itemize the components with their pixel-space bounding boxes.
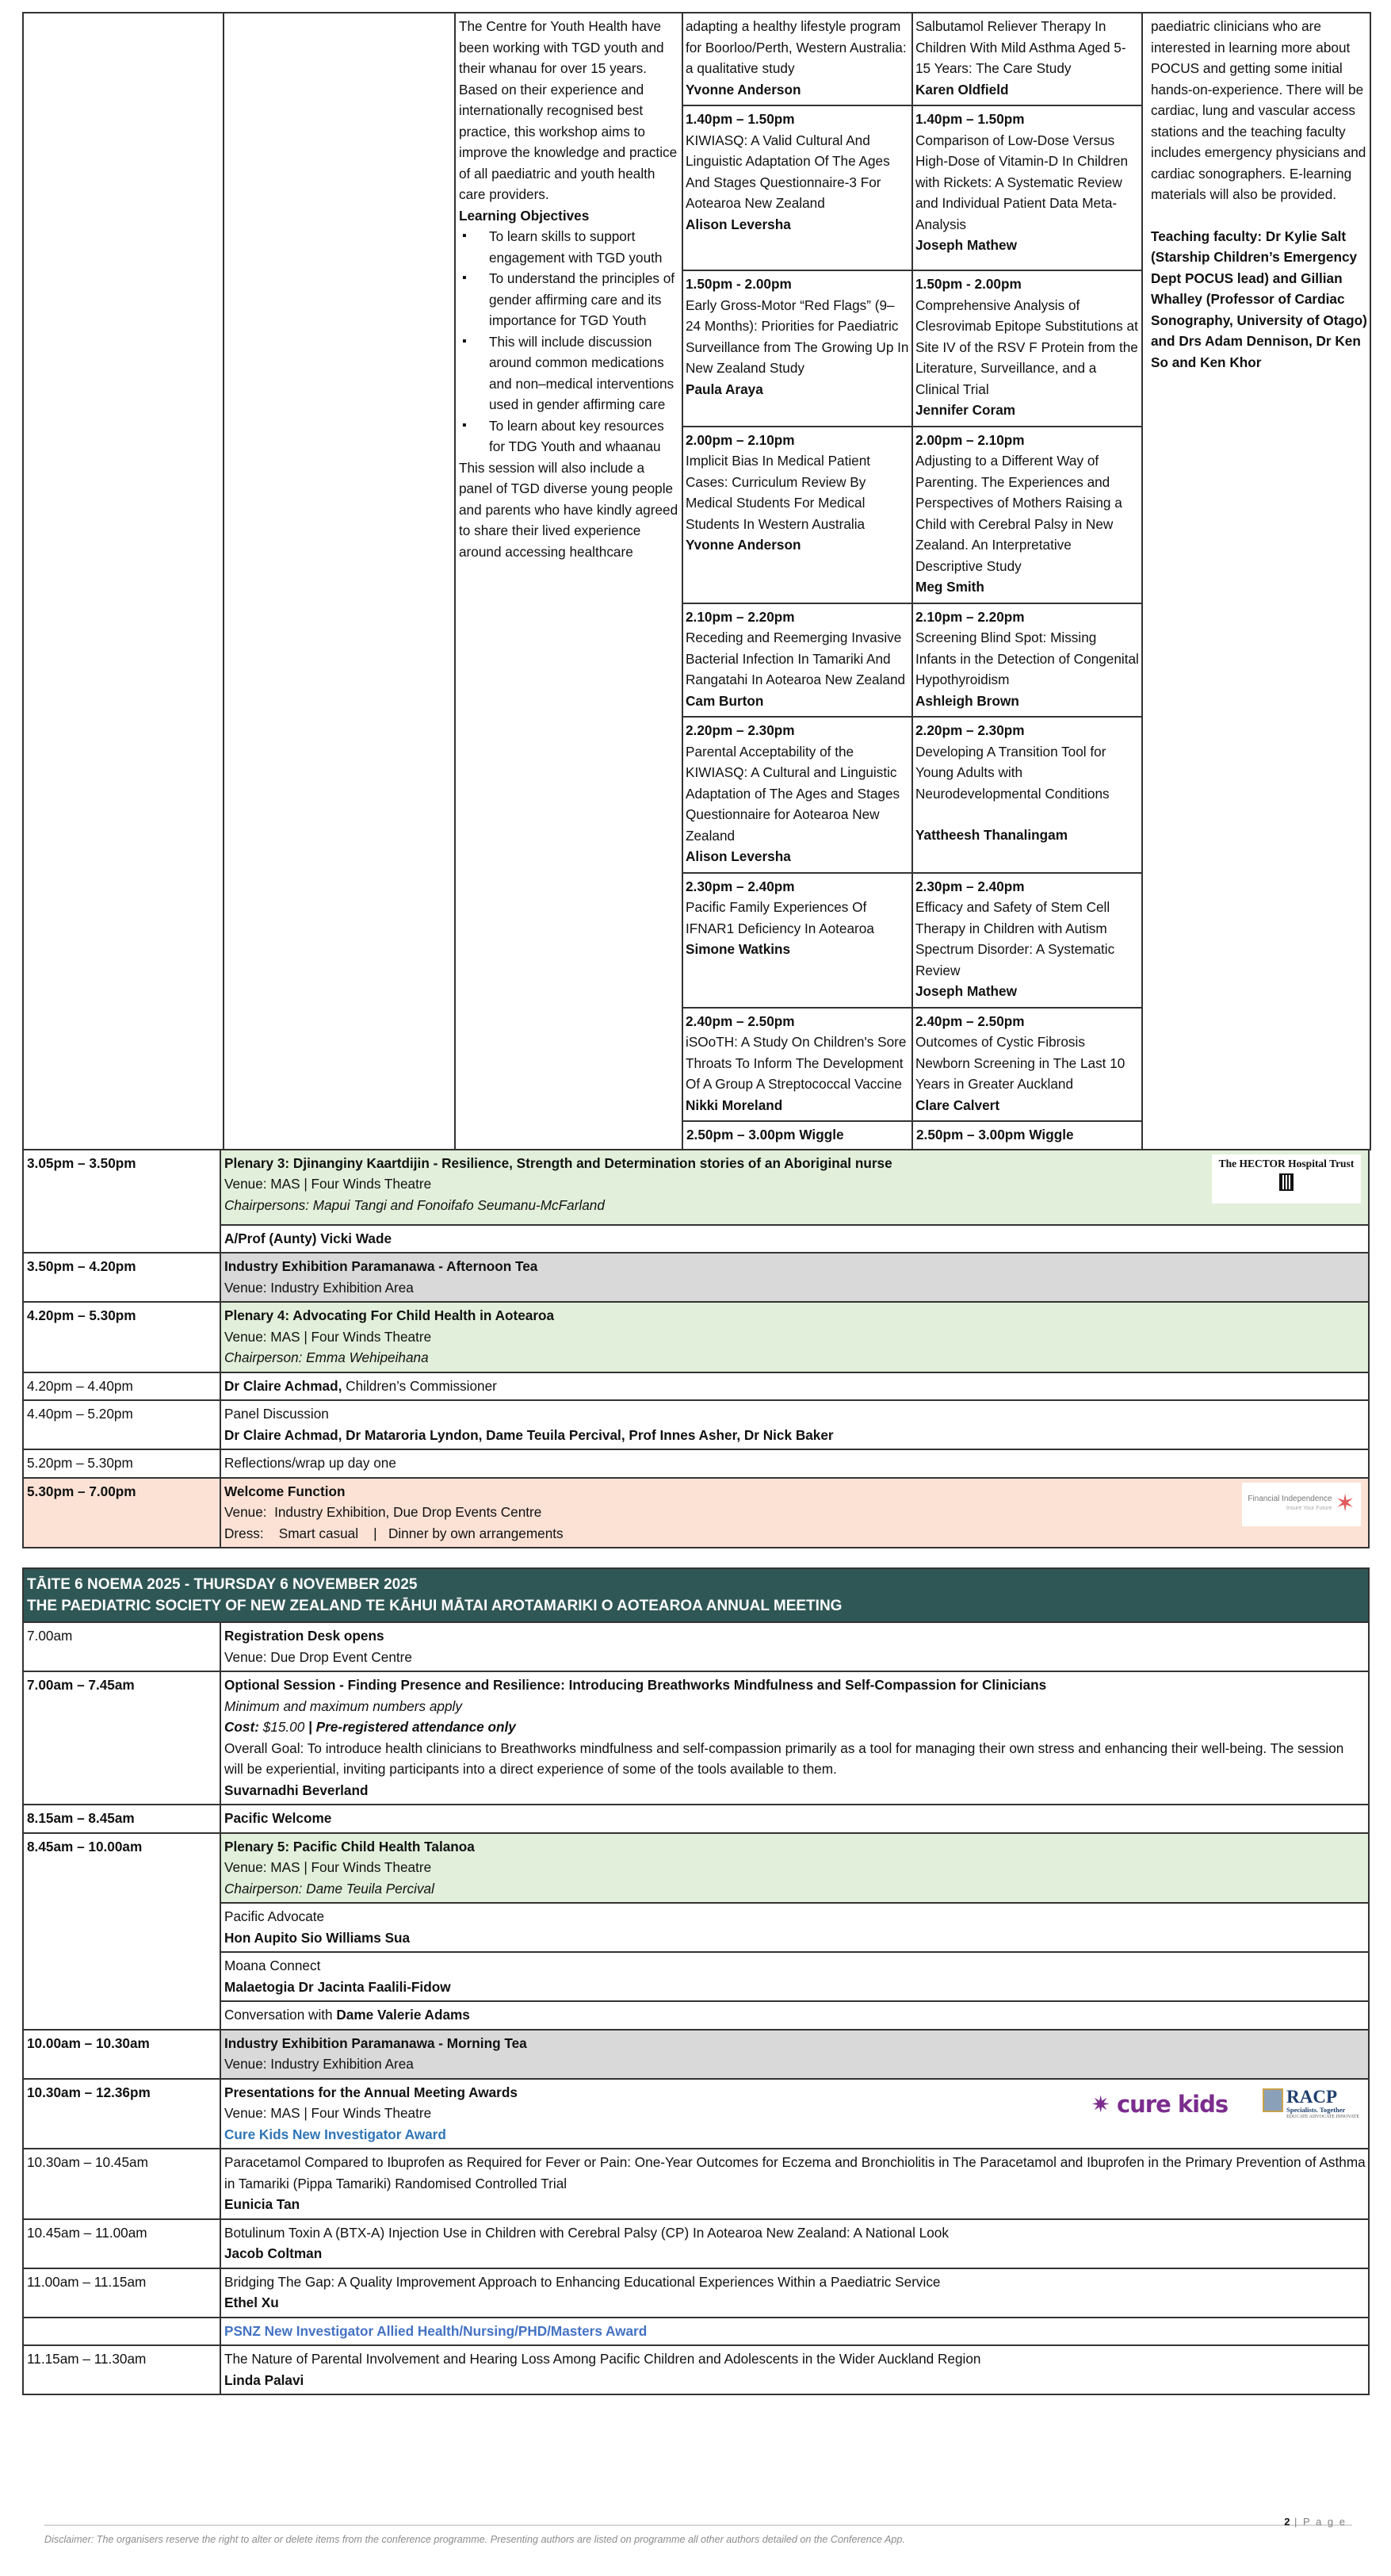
wrap-text: Reflections/wrap up day one [220,1449,1369,1478]
objective-item: ▪ To learn about key resources for TDG Youth and whaanau [489,415,679,457]
cure-kids-logo [1091,2088,1229,2120]
talk-time: 1.40pm – 1.50pm [915,111,1025,127]
objectives-list [459,226,679,457]
talk-title: Early Gross-Motor “Red Flags” (9–24 Months): Priorities for Paediatric Surveillance from The Growing Up In New Zealand Study [686,297,909,376]
cost-label: Cost: [224,1719,259,1735]
talk-presenter: Karen Oldfield [915,81,1009,98]
panel-cell [220,1400,1369,1449]
plenary4-chair: Chairperson: Emma Wehipeihana [224,1349,429,1365]
plenary3-speaker: A/Prof (Aunty) Vicki Wade [220,1225,1369,1254]
racp-tagline: Specialists. Together [1286,2105,1346,2114]
talk-title: iSOoTH: A Study On Children's Sore Throats To Inform The Development Of A Group A Streptococcal Vaccine [686,1034,907,1092]
achmad-role: Children’s Commissioner [342,1377,497,1394]
morning-tea-time: 10.00am – 10.30am [23,2030,220,2079]
panel-time: 4.40pm – 5.20pm [23,1400,220,1449]
page-number-value: 2 [1284,2516,1290,2528]
financial-independence-logo [1242,1483,1361,1526]
workshop-intro-1: The Centre for Youth Health have been working with TGD youth and their whanau for over 15 years. [459,18,664,76]
award-sponsor-logos [1091,2088,1359,2120]
talk-presenter: Nikki Moreland [686,1097,783,1113]
talk-time: 11.00am – 11.15am [23,2268,220,2318]
talk-presenter: Jacob Coltman [224,2245,323,2261]
wiggle-break-b: 2.50pm – 3.00pm Wiggle [912,1121,1142,1150]
talk-title: Efficacy and Safety of Stem Cell Therapy in Children with Autism Spectrum Disorder: A Systematic Review [915,899,1115,978]
day2-date: TĀITE 6 NOEMA 2025 - THURSDAY 6 NOVEMBER 2025 [27,1576,418,1593]
day2-schedule-table [22,1567,1370,2395]
talk-title: Screening Blind Spot: Missing Infants in the Detection of Congenital Hypothyroidism [915,630,1139,687]
talk-time: 1.40pm – 1.50pm [686,111,795,127]
awards-cell [220,2079,1369,2149]
advocate-label: Pacific Advocate [224,1908,325,1924]
talk-cell [220,2149,1369,2219]
star-icon: ✶ [1335,1491,1355,1517]
pocus-faculty: Teaching faculty: Dr Kylie Salt (Starship Children’s Emergency Dept POCUS lead) and Gillian Whalley (Professor of Cardiac Sonography, University of Otago) and Drs Adam Dennison, Dr Ken So and Ken Khor [1151,228,1367,370]
concurrent-sessions-table [22,12,1371,1150]
welcome-time: 5.30pm – 7.00pm [23,1478,220,1548]
racp-subline: EDUCATE ADVOCATE INNOVATE [1286,2114,1359,2119]
racp-logo [1263,2088,1359,2120]
talk-presenter: Yvonne Anderson [686,537,801,553]
awards-title: Presentations for the Annual Meeting Awards [224,2084,518,2100]
talk-presenter: Alison Leversha [686,848,791,864]
cure-kids-figure-icon: ✷ [1091,2090,1110,2118]
talk-title: Salbutamol Reliever Therapy In Children With Mild Asthma Aged 5-15 Years: The Care Study [915,18,1126,76]
talk-cell [682,717,912,873]
talk-title: Paracetamol Compared to Ibuprofen as Required for Fever or Pain: One-Year Outcomes for Eczema and Bronchiolitis in The Paracetamol and Ibuprofen in the Primary Prevention of Asthma in Tamariki (Pippa Tamariki) Randomised Controlled Trial [224,2154,1366,2191]
welcome-title: Welcome Function [224,1483,346,1499]
talk-time: 2.40pm – 2.50pm [915,1012,1025,1029]
cost-value: $15.00 [258,1719,309,1735]
talk-presenter: Joseph Mathew [915,237,1017,253]
pacific-welcome-title: Pacific Welcome [220,1805,1369,1833]
talk-cell [220,2219,1369,2268]
hector-logo-text: The HECTOR Hospital Trust [1218,1157,1355,1169]
panel-label: Panel Discussion [224,1406,329,1422]
talk-cell [912,873,1142,1008]
optional-cost [224,1717,1366,1738]
plenary5-title: Plenary 5: Pacific Child Health Talanoa [224,1838,475,1854]
welcome-venue: Venue: Industry Exhibition, Due Drop Events Centre [224,1504,542,1520]
day2-header [23,1568,1369,1622]
talk-cell [912,270,1142,427]
achmad-cell [220,1372,1369,1401]
talk-time: 10.30am – 10.45am [23,2149,220,2219]
finind-name: Financial Independence [1248,1495,1332,1503]
talk-presenter: Jennifer Coram [915,402,1016,418]
welcome-cell [220,1478,1369,1548]
conversation-label: Conversation with [224,2007,337,2023]
plenary3-chair: Chairpersons: Mapui Tangi and Fonoifafo Seumanu-McFarland [224,1196,605,1213]
talk-time: 2.00pm – 2.10pm [915,431,1025,448]
day2-meeting-title: THE PAEDIATRIC SOCIETY OF NEW ZEALAND TE KĀHUI MĀTAI AROTAMARIKI O AOTEAROA ANNUAL MEETING [27,1598,843,1614]
talk-title: Comprehensive Analysis of Clesrovimab Epitope Substitutions at Site IV of the RSV F Protein from the Literature, Surveillance, and a Clinical Trial [915,297,1138,397]
plenary5-venue: Venue: MAS | Four Winds Theatre [224,1859,432,1875]
moana-name: Malaetogia Dr Jacinta Faalili-Fidow [224,1978,451,1995]
cure-kids-award-label: Cure Kids New Investigator Award [224,2126,446,2142]
afternoon-tea-cell [220,1253,1369,1302]
plenary5-chair: Chairperson: Dame Teuila Percival [224,1880,434,1897]
racp-text: RACP [1286,2086,1337,2107]
optional-session-cell [220,1671,1369,1805]
talk-time: 2.20pm – 2.30pm [686,722,795,738]
talk-presenter: Eunicia Tan [224,2196,300,2212]
optional-note: Minimum and maximum numbers apply [224,1698,462,1714]
talk-cell [220,2268,1369,2318]
disclaimer: Disclaimer: The organisers reserve the right to alter or delete items from the conference programme. Presenting authors are listed on programme all other authors detailed on the Conference App. [44,2534,905,2545]
talk-presenter: Simone Watkins [686,941,791,957]
talk-title: The Nature of Parental Involvement and Hearing Loss Among Pacific Children and Adolescents in the Wider Auckland Region [224,2351,981,2367]
hector-hospital-trust-logo [1212,1154,1361,1204]
talk-cell [682,105,912,270]
talk-presenter: Cam Burton [686,692,764,709]
finind-tag: Insure Your Future [1286,1506,1332,1511]
moana-connect-cell [220,1952,1369,2001]
pocus-text: paediatric clinicians who are interested in learning more about POCUS and getting some initial hands-on-experience. There will be cardiac, lung and vascular access stations and the teaching faculty includes emergency physicians and cardiac sonographers. E-learning materials will also be provided. [1151,18,1366,202]
afternoon-tea-title: Industry Exhibition Paramanawa - Afternoon Tea [224,1258,538,1274]
talk-cell [682,873,912,1008]
objectives-heading: Learning Objectives [459,207,590,224]
moana-label: Moana Connect [224,1958,321,1973]
wrap-time: 5.20pm – 5.30pm [23,1449,220,1478]
optional-title: Optional Session - Finding Presence and Resilience: Introducing Breathworks Mindfulness and Self-Compassion for Clinicians [224,1677,1047,1693]
plenary5-time: 8.45am – 10.00am [23,1833,220,2030]
achmad-time: 4.20pm – 4.40pm [23,1372,220,1401]
awards-venue: Venue: MAS | Four Winds Theatre [224,2105,432,2121]
footer-divider [44,2524,1352,2526]
talk-cell [912,105,1142,270]
talk-cell [220,2345,1369,2394]
plenary5-cell [220,1833,1369,1904]
talk-title: Parental Acceptability of the KIWIASQ: A Cultural and Linguistic Adaptation of The Ages and Stages Questionnaire for Aotearoa New Zealand [686,743,900,844]
workshop-description [455,13,682,1150]
workshop-closing: This session will also include a panel of TGD diverse young people and parents who have kindly agreed to share their lived experience around accessing healthcare [459,459,678,560]
talk-time: 2.40pm – 2.50pm [686,1012,795,1029]
talk-presenter: Paula Araya [686,381,763,397]
talk-cell [912,717,1142,873]
registration-cell [220,1622,1369,1671]
cost-note: | Pre-registered attendance only [308,1719,516,1735]
objective-item: ▪ To understand the principles of gender affirming care and its importance for TGD Youth [489,268,679,331]
award-time-empty [23,2318,220,2346]
talk-title: Comparison of Low-Dose Versus High-Dose of Vitamin-D In Children with Rickets: A Systematic Review and Individual Patient Data Meta-Analysis [915,132,1129,232]
day1-schedule-table [22,1149,1370,1549]
plenary4-venue: Venue: MAS | Four Winds Theatre [224,1328,432,1345]
pacific-advocate-cell [220,1903,1369,1952]
talk-time: 2.30pm – 2.40pm [915,878,1025,894]
talk-cell [912,427,1142,603]
talk-cell [912,1008,1142,1122]
talk-time: 2.30pm – 2.40pm [686,878,795,894]
plenary3-time: 3.05pm – 3.50pm [23,1150,220,1254]
talk-title: KIWIASQ: A Valid Cultural And Linguistic Adaptation Of The Ages And Stages Questionnaire-3 For Aotearoa New Zealand [686,132,890,211]
achmad-name: Dr Claire Achmad, [224,1377,342,1394]
talk-presenter: Ethel Xu [224,2295,279,2310]
optional-presenter: Suvarnadhi Beverland [224,1782,369,1798]
talk-time: 11.15am – 11.30am [23,2345,220,2394]
programme-page [22,12,1370,2395]
talk-cell [912,603,1142,718]
plenary3-cell [220,1150,1369,1225]
talk-cell [682,427,912,603]
plenary4-cell [220,1302,1369,1372]
talk-title: Bridging The Gap: A Quality Improvement Approach to Enhancing Educational Experiences Within a Paediatric Service [224,2273,941,2290]
objective-item: ▪ This will include discussion around common medications and non–medical interventions used in gender affirming care [489,331,679,415]
plenary4-time: 4.20pm – 5.30pm [23,1302,220,1372]
morning-tea-venue: Venue: Industry Exhibition Area [224,2056,414,2072]
talk-title: Developing A Transition Tool for Young Adults with Neurodevelopmental Conditions [915,743,1110,802]
afternoon-tea-venue: Venue: Industry Exhibition Area [224,1279,414,1296]
pocus-description [1142,13,1370,1150]
talk-cell [682,270,912,427]
page-number: 2 | P a g e [1284,2516,1347,2528]
talk-time: 2.00pm – 2.10pm [686,431,795,448]
talk-time: 2.10pm – 2.20pm [686,608,795,625]
talk-cell [912,13,1142,105]
cure-kids-text: cure kids [1116,2090,1229,2118]
talk-title: adapting a healthy lifestyle program for Boorloo/Perth, Western Australia: a qualitative study [686,18,907,76]
plenary4-title: Plenary 4: Advocating For Child Health in Aotearoa [224,1307,555,1323]
pacific-welcome-time: 8.15am – 8.45am [23,1805,220,1833]
talk-presenter: Ashleigh Brown [915,692,1019,709]
awards-time: 10.30am – 12.36pm [23,2079,220,2149]
psnz-award-label: PSNZ New Investigator Allied Health/Nursing/PHD/Masters Award [220,2318,1369,2346]
talk-time: 2.20pm – 2.30pm [915,722,1025,738]
talk-presenter: Joseph Mathew [915,983,1017,999]
objective-item: ▪ To learn skills to support engagement with TGD youth [489,226,679,268]
registration-title: Registration Desk opens [224,1628,384,1644]
stream-cell-empty [224,13,455,1150]
conversation-cell [220,2001,1369,2030]
talk-presenter: Alison Leversha [686,216,791,232]
hector-column-icon [1279,1173,1294,1191]
welcome-dress: Dress: Smart casual | Dinner by own arrangements [224,1525,564,1541]
talk-title: Adjusting to a Different Way of Parenting. The Experiences and Perspectives of Mothers Raising a Child with Cerebral Palsy in New Zealand. An Interpretative Descriptive Study [915,453,1122,574]
talk-presenter: Linda Palavi [224,2371,304,2388]
talk-presenter: Meg Smith [915,579,984,595]
optional-time: 7.00am – 7.45am [23,1671,220,1805]
workshop-intro-2: Based on their experience and internationally recognised best practice, this workshop aims to improve the knowledge and practice of all paediatric and youth health care providers. [459,81,678,202]
talk-presenter: Clare Calvert [915,1097,1000,1113]
plenary3-title: Plenary 3: Djinanginy Kaartdijin - Resilience, Strength and Determination stories of an Aboriginal nurse [224,1154,892,1171]
talk-presenter: Yvonne Anderson [686,81,801,98]
talk-title: Pacific Family Experiences Of IFNAR1 Deficiency In Aotearoa [686,899,874,936]
morning-tea-title: Industry Exhibition Paramanawa - Morning Tea [224,2034,527,2051]
afternoon-tea-time: 3.50pm – 4.20pm [23,1253,220,1302]
panel-names: Dr Claire Achmad, Dr Mataroria Lyndon, Dame Teuila Percival, Prof Innes Asher, Dr Nick Baker [224,1426,834,1443]
talk-cell [682,1008,912,1122]
morning-tea-cell [220,2030,1369,2079]
talk-time: 1.50pm - 2.00pm [686,276,792,292]
optional-goal: Overall Goal: To introduce health clinicians to Breathworks mindfulness and self-compassion primarily as a tool for managing their own stress and enhancing their well-being. The session will be experiential, inviting participants into a direct experience of some of the tools available to them. [224,1740,1344,1777]
talk-title: Outcomes of Cystic Fibrosis Newborn Screening in The Last 10 Years in Greater Auckland [915,1034,1125,1092]
talk-title: Receding and Reemerging Invasive Bacterial Infection In Tamariki And Rangatahi In Aotearoa New Zealand [686,630,906,687]
wiggle-break-a: 2.50pm – 3.00pm Wiggle [682,1121,912,1150]
talk-cell [682,603,912,718]
talk-presenter: Yattheesh Thanalingam [915,827,1068,843]
time-cell-empty [23,13,224,1150]
talk-title: Botulinum Toxin A (BTX-A) Injection Use in Children with Cerebral Palsy (CP) In Aotearoa New Zealand: A National Look [224,2224,949,2241]
page-label: P a g e [1303,2516,1347,2528]
registration-venue: Venue: Due Drop Event Centre [224,1648,412,1665]
talk-title: Implicit Bias In Medical Patient Cases: Curriculum Review By Medical Students For Medical Students In Western Australia [686,453,871,532]
talk-time: 2.10pm – 2.20pm [915,608,1025,625]
racp-crest-icon [1263,2088,1283,2112]
talk-cell [682,13,912,105]
registration-time: 7.00am [23,1622,220,1671]
conversation-name: Dame Valerie Adams [336,2007,470,2023]
plenary3-venue: Venue: MAS | Four Winds Theatre [224,1176,432,1192]
advocate-name: Hon Aupito Sio Williams Sua [224,1929,411,1946]
talk-time: 1.50pm - 2.00pm [915,276,1022,292]
talk-time: 10.45am – 11.00am [23,2219,220,2268]
